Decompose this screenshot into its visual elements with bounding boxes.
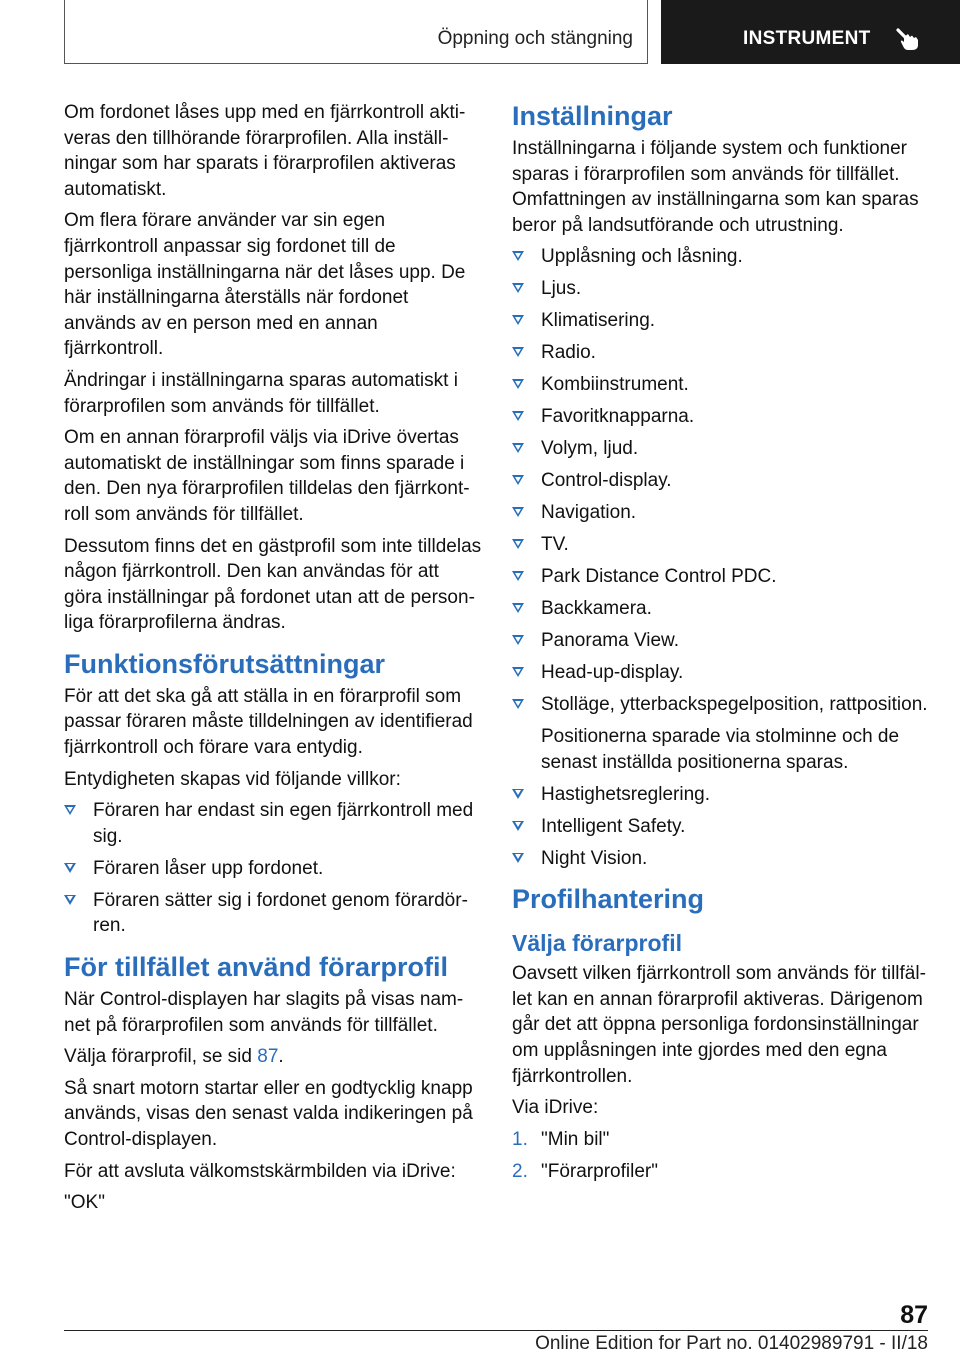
list-item-text: Upplåsning och låsning.	[541, 246, 743, 268]
paragraph: Entydigheten skapas vid följande villkor:	[64, 768, 401, 790]
list-item	[512, 814, 928, 840]
heading-current-profile: För tillfället använd förarprofil	[64, 952, 449, 982]
list-item	[512, 564, 928, 590]
steps-list	[512, 1127, 928, 1185]
reference-text-end: .	[278, 1046, 284, 1068]
paragraph: För att avsluta välkomstskärmbilden via iDrive:	[64, 1160, 456, 1182]
triangle-bullet-icon	[64, 805, 76, 815]
step-text: "Förarprofiler"	[541, 1160, 658, 1182]
paragraph-with-reference	[64, 1044, 482, 1070]
list-item-text: Favoritknapparna.	[541, 406, 695, 428]
conditions-list	[64, 798, 482, 939]
list-item-text: TV.	[541, 534, 569, 556]
header-section-box	[64, 0, 648, 64]
step-number: 1.	[512, 1128, 528, 1150]
list-item	[512, 782, 928, 808]
triangle-bullet-icon	[512, 853, 524, 863]
triangle-bullet-icon	[512, 347, 524, 357]
list-item-text: Hastighetsreglering.	[541, 783, 710, 805]
list-item-text: Klimatisering.	[541, 310, 656, 332]
list-item-text: Head-up-display.	[541, 662, 684, 684]
step-number: 2.	[512, 1160, 528, 1182]
paragraph: Om flera förare använder var sin egen fjärrkontroll anpassar sig fordonet till de personliga inställningarna när det låses upp. De här inställningarna återställs när fordonet används av en person med en annan fjärrkontroll.	[64, 210, 466, 360]
list-item	[512, 660, 928, 686]
triangle-bullet-icon	[512, 443, 524, 453]
paragraph: Dessutom finns det en gästprofil som inte tilldelas någon fjärrkontroll. Den kan användas för att göra inställningar på fordonet utan att de personliga förarprofilerna ändras.	[64, 535, 482, 634]
list-item-text: Föraren sätter sig i fordonet genom förardörren.	[93, 889, 468, 937]
list-item	[512, 276, 928, 302]
triangle-bullet-icon	[512, 315, 524, 325]
footer-divider	[64, 1330, 928, 1331]
list-item-text: Ljus.	[541, 278, 582, 300]
paragraph: Via iDrive:	[512, 1097, 599, 1119]
list-item	[512, 846, 928, 872]
list-item	[512, 340, 928, 366]
list-item	[512, 436, 928, 462]
list-item	[512, 628, 928, 654]
triangle-bullet-icon	[512, 411, 524, 421]
list-item	[512, 692, 928, 775]
list-item-text: Stolläge, ytterbackspegelposition, rattposition.	[541, 694, 928, 716]
paragraph: Så snart motorn startar eller en godtycklig knapp används, visas den senast valda indikeringen på Control-displayen.	[64, 1077, 473, 1150]
triangle-bullet-icon	[512, 251, 524, 261]
paragraph: Inställningarna i följande system och funktioner sparas i förarprofilen som används för tillfället. Omfattningen av inställningarna som kan sparas beror på landsutförande och utrustning.	[512, 138, 919, 236]
list-item-text: Föraren låser upp fordonet.	[93, 857, 324, 879]
list-item-text: Night Vision.	[541, 847, 648, 869]
triangle-bullet-icon	[512, 571, 524, 581]
list-item-text: Kombiinstrument.	[541, 374, 689, 396]
paragraph: När Control-displayen har slagits på visas namnet på förarprofilen som används för tillfället.	[64, 989, 464, 1036]
list-item-note: Positionerna sparade via stolminne och de senast inställda positionerna sparas.	[541, 726, 900, 773]
list-item	[512, 596, 928, 622]
paragraph: "OK"	[64, 1192, 105, 1214]
triangle-bullet-icon	[512, 821, 524, 831]
triangle-bullet-icon	[64, 895, 76, 905]
paragraph: För att det ska gå att ställa in en förarprofil som passar föraren måste tilldelningen av identifierad fjärrkontroll och förare vara entydig.	[64, 685, 473, 759]
triangle-bullet-icon	[512, 699, 524, 709]
heading-settings: Inställningar	[512, 101, 673, 131]
list-item	[64, 798, 482, 849]
paragraph: Om fordonet låses upp med en fjärrkontroll aktiveras den tillhörande förarprofilen. Alla inställningar som har sparats i förarprofilen aktiveras automatiskt.	[64, 102, 466, 200]
list-item-text: Radio.	[541, 342, 596, 364]
reference-text: Välja förarprofil, se sid	[64, 1046, 258, 1068]
list-item-text: Control-display.	[541, 470, 672, 492]
list-item-text: Backkamera.	[541, 598, 652, 620]
list-item-text: Panorama View.	[541, 630, 680, 652]
list-item	[64, 888, 482, 939]
list-item	[64, 856, 482, 882]
list-item	[512, 372, 928, 398]
header-chapter-title: INSTRUMENT	[743, 28, 871, 49]
list-item	[512, 468, 928, 494]
step-item	[512, 1127, 928, 1153]
triangle-bullet-icon	[512, 667, 524, 677]
page-reference-link[interactable]: 87	[257, 1046, 279, 1068]
footer-edition: Online Edition for Part no. 01402989791 - II/18	[535, 1333, 928, 1354]
paragraph: Om en annan förarprofil väljs via iDrive övertas automatiskt de inställningar som finns sparade i den. Den nya förarprofilen tilldelas den fjärrkontroll som används för tillfället.	[64, 427, 470, 525]
header-chapter-tab	[661, 0, 960, 64]
triangle-bullet-icon	[512, 283, 524, 293]
paragraph: Ändringar i inställningarna sparas automatiskt i förarprofilen som används för tillfället.	[64, 369, 458, 417]
list-item-text: Park Distance Control PDC.	[541, 566, 777, 588]
list-item-text: Föraren har endast sin egen fjärrkontroll med sig.	[93, 800, 474, 847]
triangle-bullet-icon	[64, 863, 76, 873]
list-item	[512, 308, 928, 334]
step-text: "Min bil"	[541, 1128, 610, 1150]
step-item	[512, 1159, 928, 1185]
left-column	[64, 100, 482, 1222]
triangle-bullet-icon	[512, 789, 524, 799]
list-item	[512, 404, 928, 430]
pointing-hand-icon	[895, 26, 921, 52]
heading-select-profile: Välja förarprofil	[512, 930, 682, 957]
heading-profile-management: Profilhantering	[512, 884, 705, 915]
paragraph: Oavsett vilken fjärrkontroll som används för tillfället kan en annan förarprofil aktiveras. Därigenom går det att öppna personliga fordonsinställningar om upplåsningen inte gjordes med den egna fjärrkontrollen.	[512, 963, 926, 1087]
heading-function-prerequisites: Funktionsförutsättningar	[64, 648, 385, 679]
page-number: 87	[900, 1301, 928, 1329]
triangle-bullet-icon	[512, 603, 524, 613]
settings-list	[512, 244, 928, 871]
triangle-bullet-icon	[512, 475, 524, 485]
triangle-bullet-icon	[512, 379, 524, 389]
list-item	[512, 500, 928, 526]
list-item-text: Intelligent Safety.	[541, 815, 686, 837]
triangle-bullet-icon	[512, 539, 524, 549]
triangle-bullet-icon	[512, 507, 524, 517]
list-item-text: Volym, ljud.	[541, 438, 639, 460]
header-section-title: Öppning och stängning	[437, 28, 633, 49]
list-item-text: Navigation.	[541, 502, 637, 524]
list-item	[512, 244, 928, 270]
list-item	[512, 532, 928, 558]
right-column	[512, 100, 928, 1191]
triangle-bullet-icon	[512, 635, 524, 645]
